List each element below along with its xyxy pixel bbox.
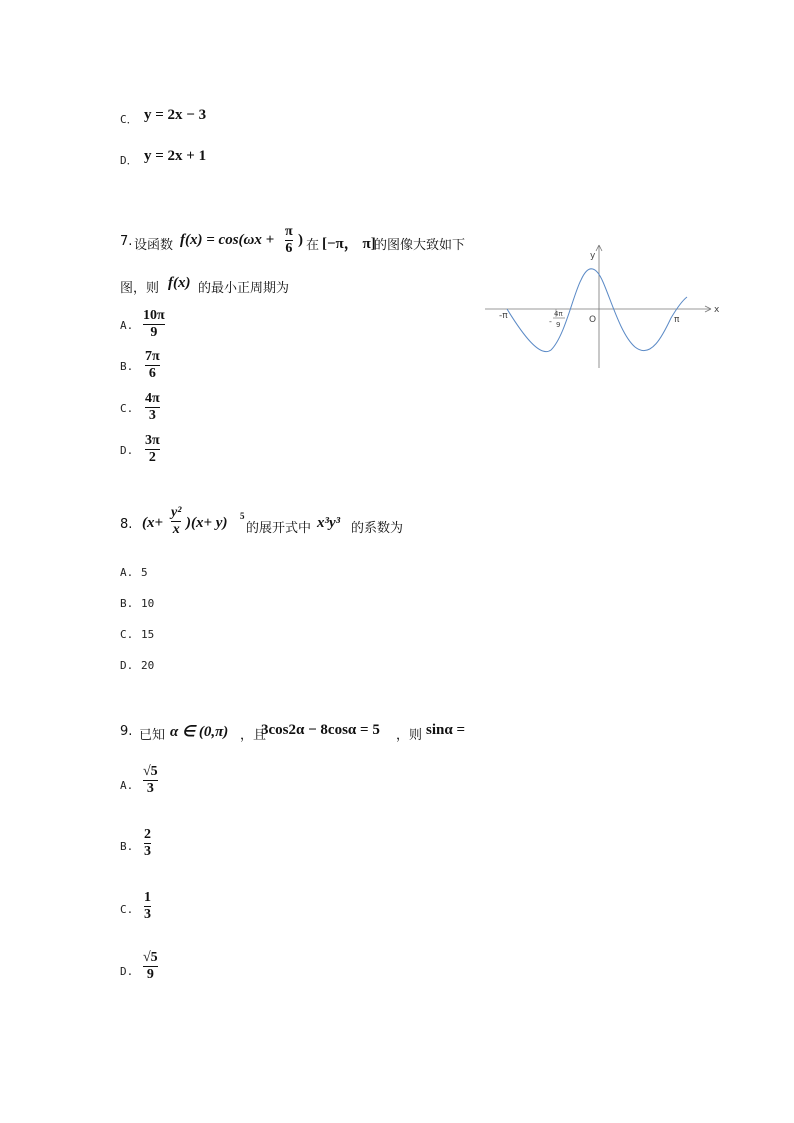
- q7-option-b-value: 7π 6: [145, 349, 160, 381]
- q7-text-then: 图，则: [120, 281, 160, 296]
- q8-number: 8.: [120, 517, 133, 532]
- q7-phase-numerator: π: [285, 224, 293, 239]
- q8-option-d-label: D.: [120, 659, 134, 672]
- q6-option-d-label: D．: [120, 154, 138, 167]
- graph-pi-label: π: [674, 315, 680, 325]
- q8-text-coefficient: 的系数为: [351, 521, 404, 536]
- graph-tick-denominator: 9: [556, 321, 561, 329]
- q7-option-a-label: A.: [120, 319, 134, 332]
- q8-option-b-value: 10: [141, 597, 155, 610]
- q7-text-graph: 的图像大致如下: [374, 238, 466, 253]
- q9-condition: α ∈ (0,π): [170, 724, 229, 740]
- q7-close-paren: ): [298, 232, 303, 248]
- q9-ask: sinα =: [426, 722, 466, 738]
- cosine-curve: [507, 269, 687, 352]
- q7-phase-denominator: 6: [285, 241, 293, 256]
- q8-expr-start: (x+: [142, 515, 164, 531]
- q8-fraction: y² x: [171, 505, 182, 537]
- graph-tick-sign: -: [549, 317, 552, 326]
- q8-option-c-label: C.: [120, 628, 134, 641]
- graph-tick-numerator: 4π: [554, 310, 563, 318]
- q7-option-d-value: 3π 2: [145, 433, 160, 465]
- q7-option-a-value: 10π 9: [143, 308, 165, 340]
- q8-option-d-value: 20: [141, 659, 155, 672]
- q8-option-a-value: 5: [141, 566, 148, 579]
- graph-origin-label: O: [589, 315, 597, 325]
- q6-option-c-label: C．: [120, 113, 138, 126]
- q9-option-a-value: √5 3: [143, 764, 158, 796]
- q7-text-on: 在: [306, 238, 320, 253]
- q7-option-c-label: C.: [120, 402, 134, 415]
- graph-neg-pi-label: -π: [499, 311, 508, 321]
- q9-option-d-value: √5 9: [143, 950, 158, 982]
- q7-number: 7.: [120, 234, 133, 249]
- q9-equation: 3cos2α − 8cosα = 5: [261, 722, 380, 738]
- q7-function-graph: [485, 240, 725, 375]
- q8-expr-end: )(x+ y): [186, 515, 228, 531]
- q9-option-b-value: 2 3: [144, 827, 151, 859]
- q9-option-b-label: B.: [120, 840, 134, 853]
- q7-option-d-label: D.: [120, 444, 134, 457]
- q9-text-and: ，且: [240, 728, 267, 743]
- q6-option-c-expression: y = 2x − 3: [144, 107, 207, 123]
- q9-text-given: 已知: [139, 728, 166, 743]
- q7-function: f(x) = cos(ωx +: [180, 232, 275, 248]
- q7-text-period: 的最小正周期为: [198, 281, 290, 296]
- q8-term: x³y³: [317, 515, 341, 531]
- q7-phase-fraction: [285, 224, 293, 257]
- graph-y-label: y: [590, 251, 596, 261]
- q7-option-b-label: B.: [120, 360, 134, 373]
- q8-exponent: 5: [240, 511, 245, 521]
- q8-option-a-label: A.: [120, 566, 134, 579]
- q9-option-c-label: C.: [120, 903, 134, 916]
- q9-number: 9.: [120, 724, 133, 739]
- q9-option-c-value: 1 3: [144, 890, 151, 922]
- graph-x-label: x: [714, 305, 720, 315]
- q7-option-c-value: 4π 3: [145, 391, 160, 423]
- q8-option-b-label: B.: [120, 597, 134, 610]
- q9-option-d-label: D.: [120, 965, 134, 978]
- q6-option-d-expression: y = 2x + 1: [144, 148, 207, 164]
- q9-option-a-label: A.: [120, 779, 134, 792]
- q7-fx: f(x): [168, 275, 191, 291]
- q7-text-intro: 设函数: [134, 238, 174, 253]
- q8-text-expansion: 的展开式中: [246, 521, 312, 536]
- q9-text-then: ，则: [396, 728, 423, 743]
- q7-interval: [−π， π]: [322, 236, 376, 252]
- q8-option-c-value: 15: [141, 628, 155, 641]
